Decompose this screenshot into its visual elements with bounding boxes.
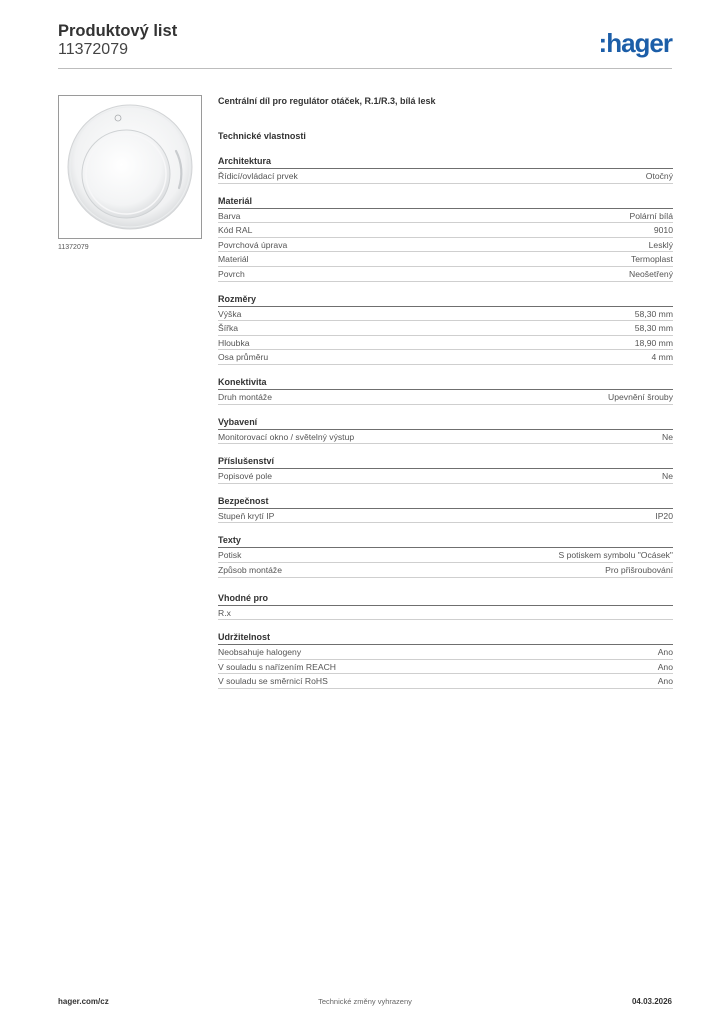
spec-value: IP20 [655, 510, 673, 521]
spec-label: V souladu se směrnicí RoHS [218, 676, 328, 687]
section-rozmery [218, 293, 673, 365]
spec-row [218, 563, 673, 578]
spec-label: Popisové pole [218, 471, 272, 482]
spec-value: 58,30 mm [634, 323, 673, 334]
spec-value: Ano [657, 661, 673, 672]
spec-value: 58,30 mm [634, 308, 673, 319]
spec-label: Šířka [218, 323, 239, 334]
section-vybaveni [218, 416, 673, 445]
spec-value: 9010 [653, 225, 673, 236]
spec-value: Termoplast [630, 254, 673, 265]
section-prislusenstvi [218, 455, 673, 484]
spec-row [218, 336, 673, 351]
section-title: Rozměry [218, 293, 673, 307]
spec-label: Materiál [218, 254, 249, 265]
spec-value: 4 mm [651, 352, 673, 363]
spec-row [218, 350, 673, 365]
spec-value: Ne [662, 431, 673, 442]
spec-row [218, 238, 673, 253]
product-name: Centrální díl pro regulátor otáček, R.1/R.3, bílá lesk [218, 96, 436, 106]
spec-label: Potisk [218, 550, 242, 561]
spec-label: R.x [218, 607, 231, 618]
spec-label: Stupeň krytí IP [218, 510, 275, 521]
section-architektura [218, 155, 673, 184]
page-header [58, 22, 672, 70]
section-vhodne-pro [218, 592, 673, 621]
spec-value: Otočný [645, 171, 673, 181]
spec-row [218, 674, 673, 689]
spec-value: Upevnění šrouby [608, 391, 673, 402]
spec-row [218, 209, 673, 224]
spec-value: Pro přišroubování [605, 564, 673, 575]
hager-logo: :hager [598, 28, 672, 58]
section-title: Bezpečnost [218, 495, 673, 509]
section-title: Udržitelnost [218, 631, 673, 645]
spec-value: S potiskem symbolu "Ocásek" [558, 550, 673, 561]
document-title: Produktový list [58, 22, 178, 40]
section-udrzitelnost [218, 631, 673, 689]
section-title: Texty [218, 534, 673, 548]
spec-row [218, 509, 673, 524]
section-title: Materiál [218, 195, 673, 209]
product-image [58, 95, 202, 239]
page-footer [58, 997, 672, 1009]
spec-row [218, 223, 673, 238]
spec-label: Výška [218, 308, 242, 319]
section-title: Vybavení [218, 416, 673, 430]
footer-website-link[interactable]: hager.com/cz [58, 997, 109, 1006]
spec-value: 18,90 mm [634, 337, 673, 348]
spec-label: Povrch [218, 268, 245, 279]
spec-row [218, 548, 673, 563]
section-title: Konektivita [218, 376, 673, 390]
spec-label: Řídicí/ovládací prvek [218, 171, 298, 181]
spec-row [218, 390, 673, 405]
footer-date: 04.03.2026 [631, 997, 672, 1006]
spec-label: Monitorovací okno / světelný výstup [218, 431, 355, 442]
section-material [218, 195, 673, 282]
spec-sections [218, 155, 673, 700]
section-title: Příslušenství [218, 455, 673, 469]
spec-label: Barva [218, 210, 241, 221]
document-number: 11372079 [58, 41, 128, 58]
spec-value: Ano [657, 647, 673, 658]
section-bezpecnost [218, 495, 673, 524]
dimmer-knob-icon [59, 96, 201, 238]
section-texty [218, 534, 673, 577]
spec-row [218, 660, 673, 675]
spec-row [218, 645, 673, 660]
spec-label: Neobsahuje halogeny [218, 647, 302, 658]
section-title: Vhodné pro [218, 592, 673, 606]
spec-row [218, 252, 673, 267]
spec-label: Hloubka [218, 337, 250, 348]
spec-value: Ano [657, 676, 673, 687]
spec-label: Druh montáže [218, 391, 272, 402]
header-divider [58, 68, 672, 69]
spec-label: Povrchová úprava [218, 239, 288, 250]
section-konektivita [218, 376, 673, 405]
spec-row [218, 606, 673, 621]
spec-value: Lesklý [648, 239, 673, 250]
spec-value: Polární bílá [629, 210, 673, 221]
spec-row [218, 430, 673, 445]
spec-row [218, 469, 673, 484]
spec-row [218, 321, 673, 336]
spec-row [218, 307, 673, 322]
product-info [218, 95, 673, 142]
spec-value: Neošetřený [629, 268, 673, 279]
spec-label: V souladu s nařízením REACH [218, 661, 336, 672]
spec-label: Kód RAL [218, 225, 253, 236]
spec-label: Osa průměru [218, 352, 269, 363]
footer-disclaimer: Technické změny vyhrazeny [318, 997, 412, 1006]
spec-label: Způsob montáže [218, 564, 283, 575]
spec-row [218, 169, 673, 184]
spec-row [218, 267, 673, 282]
spec-heading: Technické vlastnosti [218, 131, 306, 141]
image-caption: 11372079 [58, 244, 89, 251]
section-title: Architektura [218, 155, 673, 169]
spec-value: Ne [662, 471, 673, 482]
